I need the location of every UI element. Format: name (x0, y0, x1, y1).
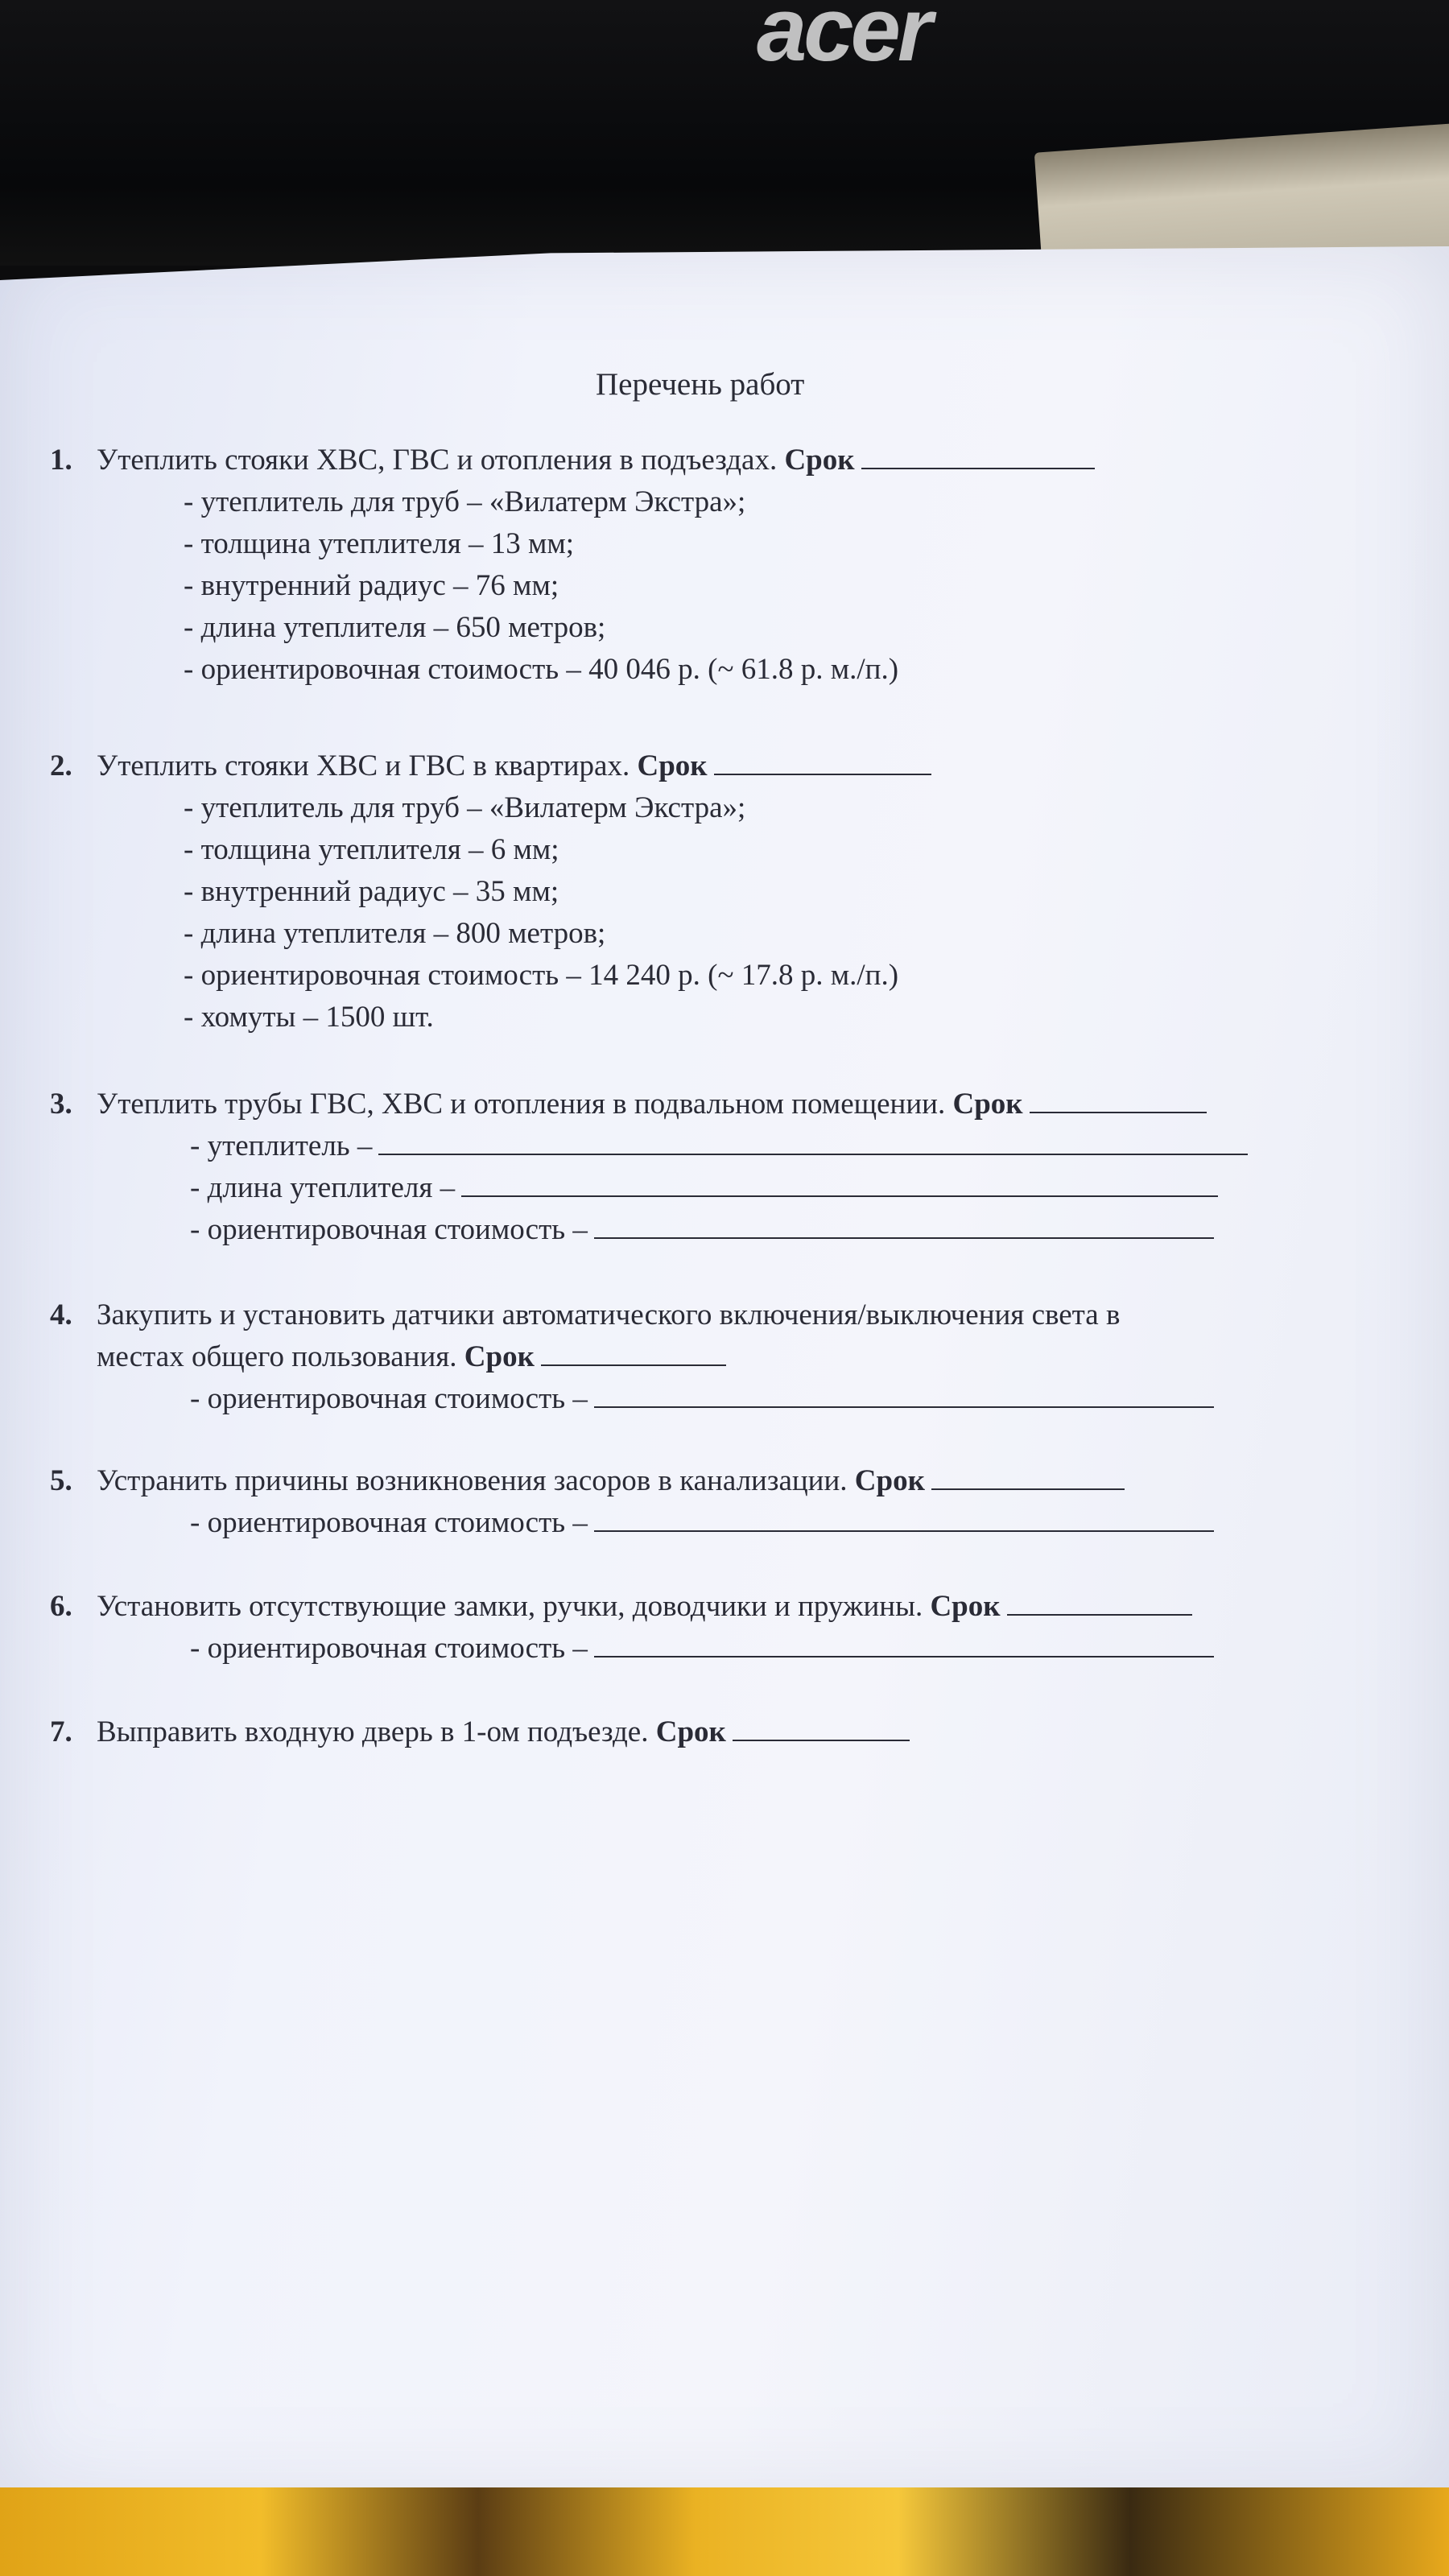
subitem-list (50, 787, 1435, 1038)
item-text: Утеплить трубы ГВС, ХВС и отопления в подвальном помещении. (97, 1088, 946, 1121)
work-item-7 (50, 1711, 1435, 1753)
work-item-heading (50, 1460, 1435, 1502)
item-text: Выправить входную дверь в 1-ом подъезде. (97, 1715, 649, 1748)
item-number: 7. (50, 1715, 72, 1748)
subitem: - хомуты – 1500 шт. (184, 1001, 434, 1034)
fill-in-blank[interactable] (461, 1170, 1218, 1197)
deadline-label: Срок (784, 444, 855, 477)
subitem-list (50, 1378, 1435, 1420)
deadline-blank[interactable] (1007, 1588, 1192, 1616)
subitem: - ориентировочная стоимость – 14 240 р. (~ 17.8 р. м./п.) (184, 959, 899, 992)
item-text: Закупить и установить датчики автоматического включения/выключения света в (97, 1298, 1121, 1331)
subitem-label: - ориентировочная стоимость – (190, 1506, 588, 1539)
subitem (190, 1378, 1435, 1420)
subitem: - внутренний радиус – 76 мм; (184, 569, 559, 602)
laptop-bezel (0, 0, 1449, 266)
subitem (190, 1167, 1435, 1209)
subitem-list (50, 1125, 1435, 1251)
deadline-blank[interactable] (931, 1463, 1125, 1490)
subitem-label: - ориентировочная стоимость – (190, 1382, 588, 1415)
deadline-blank[interactable] (733, 1714, 910, 1741)
work-item-heading (50, 1711, 1435, 1753)
deadline-label: Срок (655, 1715, 726, 1748)
work-item-2 (50, 745, 1435, 1038)
subitem: - утеплитель для труб – «Вилатерм Экстра»; (184, 791, 746, 824)
deadline-label: Срок (637, 749, 708, 782)
document-title: Перечень работ (596, 367, 805, 402)
item-number: 5. (50, 1464, 72, 1497)
deadline-label: Срок (952, 1088, 1023, 1121)
subitem: - толщина утеплителя – 6 мм; (184, 833, 559, 866)
item-text: Утеплить стояки ХВС, ГВС и отопления в подъездах. (97, 444, 778, 477)
work-item-5 (50, 1460, 1435, 1544)
deadline-label: Срок (854, 1464, 925, 1497)
work-item-heading (50, 1084, 1435, 1125)
work-item-heading (50, 440, 1435, 481)
subitem-list (50, 481, 1435, 691)
deadline-blank[interactable] (714, 748, 931, 775)
work-item-1 (50, 440, 1435, 691)
deadline-blank[interactable] (1030, 1086, 1207, 1113)
work-item-heading (50, 745, 1435, 787)
item-text-continued: местах общего пользования. (97, 1340, 457, 1373)
deadline-blank[interactable] (861, 442, 1095, 469)
fill-in-blank[interactable] (594, 1630, 1214, 1657)
item-text: Утеплить стояки ХВС и ГВС в квартирах. (97, 749, 630, 782)
fill-in-blank[interactable] (594, 1212, 1214, 1239)
item-number: 2. (50, 749, 72, 782)
subitem: - утеплитель для труб – «Вилатерм Экстра»; (184, 485, 746, 518)
fill-in-blank[interactable] (594, 1505, 1214, 1532)
subitem: - длина утеплителя – 650 метров; (184, 611, 606, 644)
item-number: 6. (50, 1590, 72, 1623)
subitem: - внутренний радиус – 35 мм; (184, 875, 559, 908)
subitem-label: - ориентировочная стоимость – (190, 1213, 588, 1246)
deadline-blank[interactable] (541, 1339, 726, 1366)
deadline-label: Срок (930, 1590, 1001, 1623)
work-item-4 (50, 1294, 1435, 1420)
work-item-3 (50, 1084, 1435, 1251)
subitem (190, 1628, 1435, 1670)
item-number: 1. (50, 444, 72, 477)
item-text: Установить отсутствующие замки, ручки, доводчики и пружины. (97, 1590, 923, 1623)
laptop-logo: acer (757, 0, 930, 80)
subitem (190, 1209, 1435, 1251)
subitem: - толщина утеплителя – 13 мм; (184, 527, 575, 560)
tablecloth (0, 2487, 1449, 2576)
fill-in-blank[interactable] (594, 1381, 1214, 1408)
subitem-label: - длина утеплителя – (190, 1171, 456, 1204)
work-item-6 (50, 1586, 1435, 1670)
subitem (190, 1502, 1435, 1544)
item-number: 4. (50, 1298, 72, 1331)
subitem (190, 1125, 1435, 1167)
work-item-heading (50, 1294, 1435, 1336)
subitem-label: - утеплитель – (190, 1129, 373, 1162)
item-number: 3. (50, 1088, 72, 1121)
work-item-heading-continued (50, 1336, 1435, 1378)
subitem: - ориентировочная стоимость – 40 046 р. (~ 61.8 р. м./п.) (184, 653, 899, 686)
subitem: - длина утеплителя – 800 метров; (184, 917, 606, 950)
subitem-list (50, 1502, 1435, 1544)
work-item-heading (50, 1586, 1435, 1628)
item-text: Устранить причины возникновения засоров в канализации. (97, 1464, 848, 1497)
subitem-label: - ориентировочная стоимость – (190, 1632, 588, 1665)
deadline-label: Срок (464, 1340, 535, 1373)
subitem-list (50, 1628, 1435, 1670)
fill-in-blank[interactable] (378, 1128, 1248, 1155)
